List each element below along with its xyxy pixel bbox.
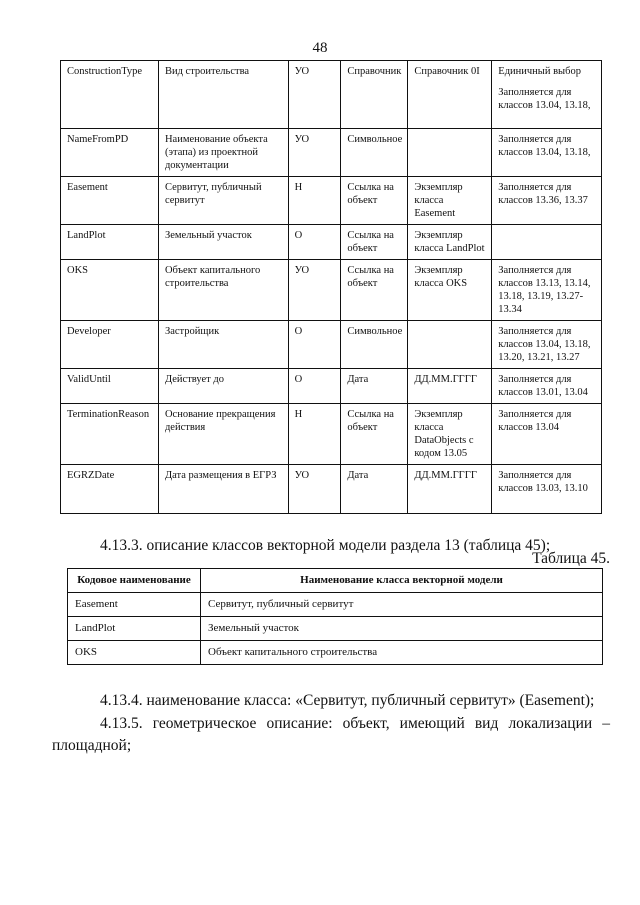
attr-note: Заполняется для классов 13.36, 13.37 [492,177,602,225]
attr-code: LandPlot [61,225,159,260]
table-caption: Таблица 45. [532,550,610,567]
table-row [61,404,602,465]
attr-flag: УО [288,260,341,321]
attr-flag: Н [288,177,341,225]
attr-code: ValidUntil [61,369,159,404]
table-row [61,61,602,129]
table-row [68,617,603,641]
attr-note: Заполняется для классов 13.13, 13.14, 13.18, 13.19, 13.27-13.34 [492,260,602,321]
attr-name: Основание прекращения действия [158,404,288,465]
attr-ref: ДД.ММ.ГГГГ [408,465,492,514]
attr-note-extra: Заполняется для классов 13.04, 13.18, [498,87,591,111]
attr-name: Наименование объекта (этапа) из проектной документации [158,129,288,177]
attr-ref: Экземпляр класса DataObjects с кодом 13.05 [408,404,492,465]
attr-flag: Н [288,404,341,465]
attr-ref: Справочник 0I [408,61,492,129]
table-row [61,465,602,514]
attr-code: ConstructionType [61,61,159,129]
attr-note: Заполняется для классов 13.04 [492,404,602,465]
attr-name: Дата размещения в ЕГРЗ [158,465,288,514]
table-header-row [68,569,603,593]
attr-code: Easement [61,177,159,225]
class-name: Сервитут, публичный сервитут [201,593,603,617]
attr-type: Дата [341,465,408,514]
table-row [68,593,603,617]
attr-name: Земельный участок [158,225,288,260]
paragraph-4-13-5: 4.13.5. геометрическое описание: объект, имеющий вид локализации – [100,715,610,732]
attr-type: Дата [341,369,408,404]
class-name: Объект капитального строительства [201,641,603,665]
table-row [61,177,602,225]
attr-code: EGRZDate [61,465,159,514]
attr-flag: УО [288,61,341,129]
attr-ref: ДД.ММ.ГГГГ [408,369,492,404]
attr-note: Заполняется для классов 13.03, 13.10 [498,470,588,494]
class-code: LandPlot [68,617,201,641]
attr-note: Заполняется для классов 13.04, 13.18, 13.20, 13.21, 13.27 [492,321,602,369]
attributes-table [60,60,602,514]
table-row [68,641,603,665]
attr-code: NameFromPD [61,129,159,177]
attr-code: TerminationReason [61,404,159,465]
paragraph-4-13-3: 4.13.3. описание классов векторной модели раздела 13 (таблица 45); [100,537,551,554]
attr-flag: О [288,225,341,260]
attr-name: Сервитут, публичный сервитут [158,177,288,225]
paragraph-4-13-5-continuation: площадной; [52,737,132,754]
column-header-code: Кодовое наименование [68,569,201,593]
attr-name: Действует до [158,369,288,404]
attr-note: Заполняется для классов 13.04, 13.18, [492,129,602,177]
attr-note [492,225,602,260]
attr-name: Вид строительства [158,61,288,129]
class-code: OKS [68,641,201,665]
attr-type: Символьное [341,129,408,177]
paragraph-4-13-4: 4.13.4. наименование класса: «Сервитут, публичный сервитут» (Easement); [100,692,595,709]
attr-type: Символьное [341,321,408,369]
attr-name: Объект капитального строительства [158,260,288,321]
attr-ref [408,129,492,177]
attr-type: Справочник [341,61,408,129]
table-row [61,260,602,321]
attr-code: OKS [61,260,159,321]
table-row [61,369,602,404]
attr-ref: Экземпляр класса OKS [408,260,492,321]
attr-ref: Экземпляр класса Easement [408,177,492,225]
attr-flag: О [288,369,341,404]
attr-ref: Экземпляр класса LandPlot [408,225,492,260]
attr-type: Ссылка на объект [341,260,408,321]
attr-type: Ссылка на объект [341,225,408,260]
attr-flag: УО [288,465,341,514]
class-code: Easement [68,593,201,617]
table-row [61,225,602,260]
column-header-name: Наименование класса векторной модели [201,569,603,593]
page-number: 48 [312,40,328,56]
attr-note: Единичный выбор [498,66,581,77]
attr-note-cell [492,465,602,514]
attr-note-cell [492,61,602,129]
attr-flag: УО [288,129,341,177]
attr-type: Ссылка на объект [341,177,408,225]
attr-ref [408,321,492,369]
attr-type: Ссылка на объект [341,404,408,465]
attr-name: Застройщик [158,321,288,369]
table-row [61,321,602,369]
attr-note: Заполняется для классов 13.01, 13.04 [492,369,602,404]
attr-code: Developer [61,321,159,369]
table-row [61,129,602,177]
classes-table [67,568,603,665]
class-name: Земельный участок [201,617,603,641]
attr-flag: О [288,321,341,369]
